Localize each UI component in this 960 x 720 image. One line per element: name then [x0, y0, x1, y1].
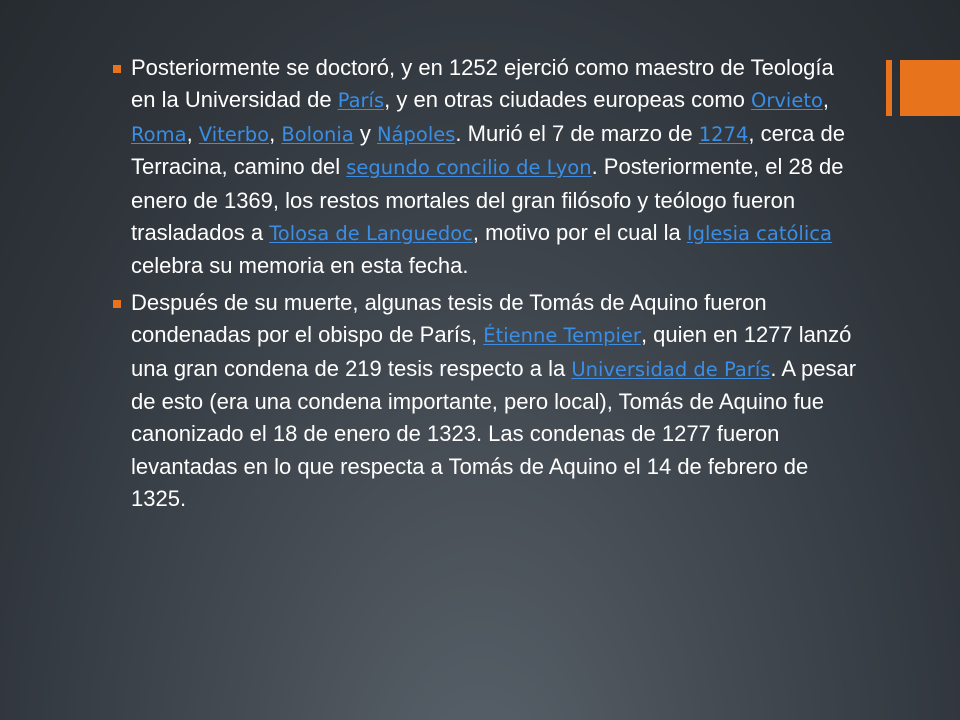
- hyperlink[interactable]: 1274: [698, 122, 749, 146]
- bullet-text: . A pesar de esto (era una condena importante, pero local), Tomás de Aquino fue canonizado el 18 de enero de 1323. Las condenas de 1277 fueron levantadas en lo que respecta a Tomás de Aquino el 14 de febrero de 1325.: [131, 355, 857, 512]
- corner-accent: [886, 60, 960, 116]
- hyperlink[interactable]: Universidad de París: [571, 357, 771, 381]
- hyperlink[interactable]: Étienne Tempier: [483, 324, 641, 348]
- hyperlink[interactable]: Tolosa de Languedoc: [269, 222, 473, 246]
- bullet-item: [110, 287, 862, 516]
- square-bullet-icon: [113, 300, 121, 308]
- accent-bar-thick: [900, 60, 960, 116]
- hyperlink[interactable]: París: [337, 89, 385, 113]
- bullet-text: Después de su muerte, algunas tesis de Tomás de Aquino fueron condenadas por el obispo de París,: [131, 289, 767, 348]
- bullet-text: Posteriormente se doctoró, y en 1252 ejerció como maestro de Teología en la Universidad de: [131, 55, 834, 113]
- bullet-text: ,: [822, 87, 830, 113]
- slide-body: [110, 52, 862, 520]
- hyperlink[interactable]: Bolonia: [281, 122, 354, 146]
- bullet-text: . Murió el 7 de marzo de: [455, 120, 699, 146]
- bullet-text: , y en otras ciudades europeas como: [384, 87, 752, 113]
- hyperlink[interactable]: segundo concilio de Lyon: [346, 156, 592, 180]
- hyperlink[interactable]: Nápoles: [376, 122, 456, 146]
- hyperlink[interactable]: Viterbo: [198, 122, 270, 146]
- bullet-text: , cerca de Terracina, camino del: [131, 120, 845, 180]
- bullet-text: ,: [269, 120, 282, 146]
- bullet-text: celebra su memoria en esta fecha.: [131, 253, 469, 279]
- bullet-text: , quien en 1277 lanzó una gran condena de 219 tesis respecto a la: [131, 322, 852, 381]
- bullet-text: y: [353, 120, 377, 146]
- accent-bar-thin: [886, 60, 892, 116]
- hyperlink[interactable]: Orvieto: [751, 89, 823, 113]
- hyperlink[interactable]: Iglesia católica: [686, 222, 832, 246]
- bullet-text: , motivo por el cual la: [472, 220, 687, 246]
- square-bullet-icon: [113, 65, 121, 73]
- bullet-text: ,: [186, 120, 199, 146]
- bullet-list: [110, 52, 862, 516]
- bullet-text: . Posteriormente, el 28 de enero de 1369, los restos mortales del gran filósofo y teólogo fueron trasladados a: [131, 154, 844, 246]
- bullet-item: [110, 52, 862, 283]
- hyperlink[interactable]: Roma: [131, 122, 187, 146]
